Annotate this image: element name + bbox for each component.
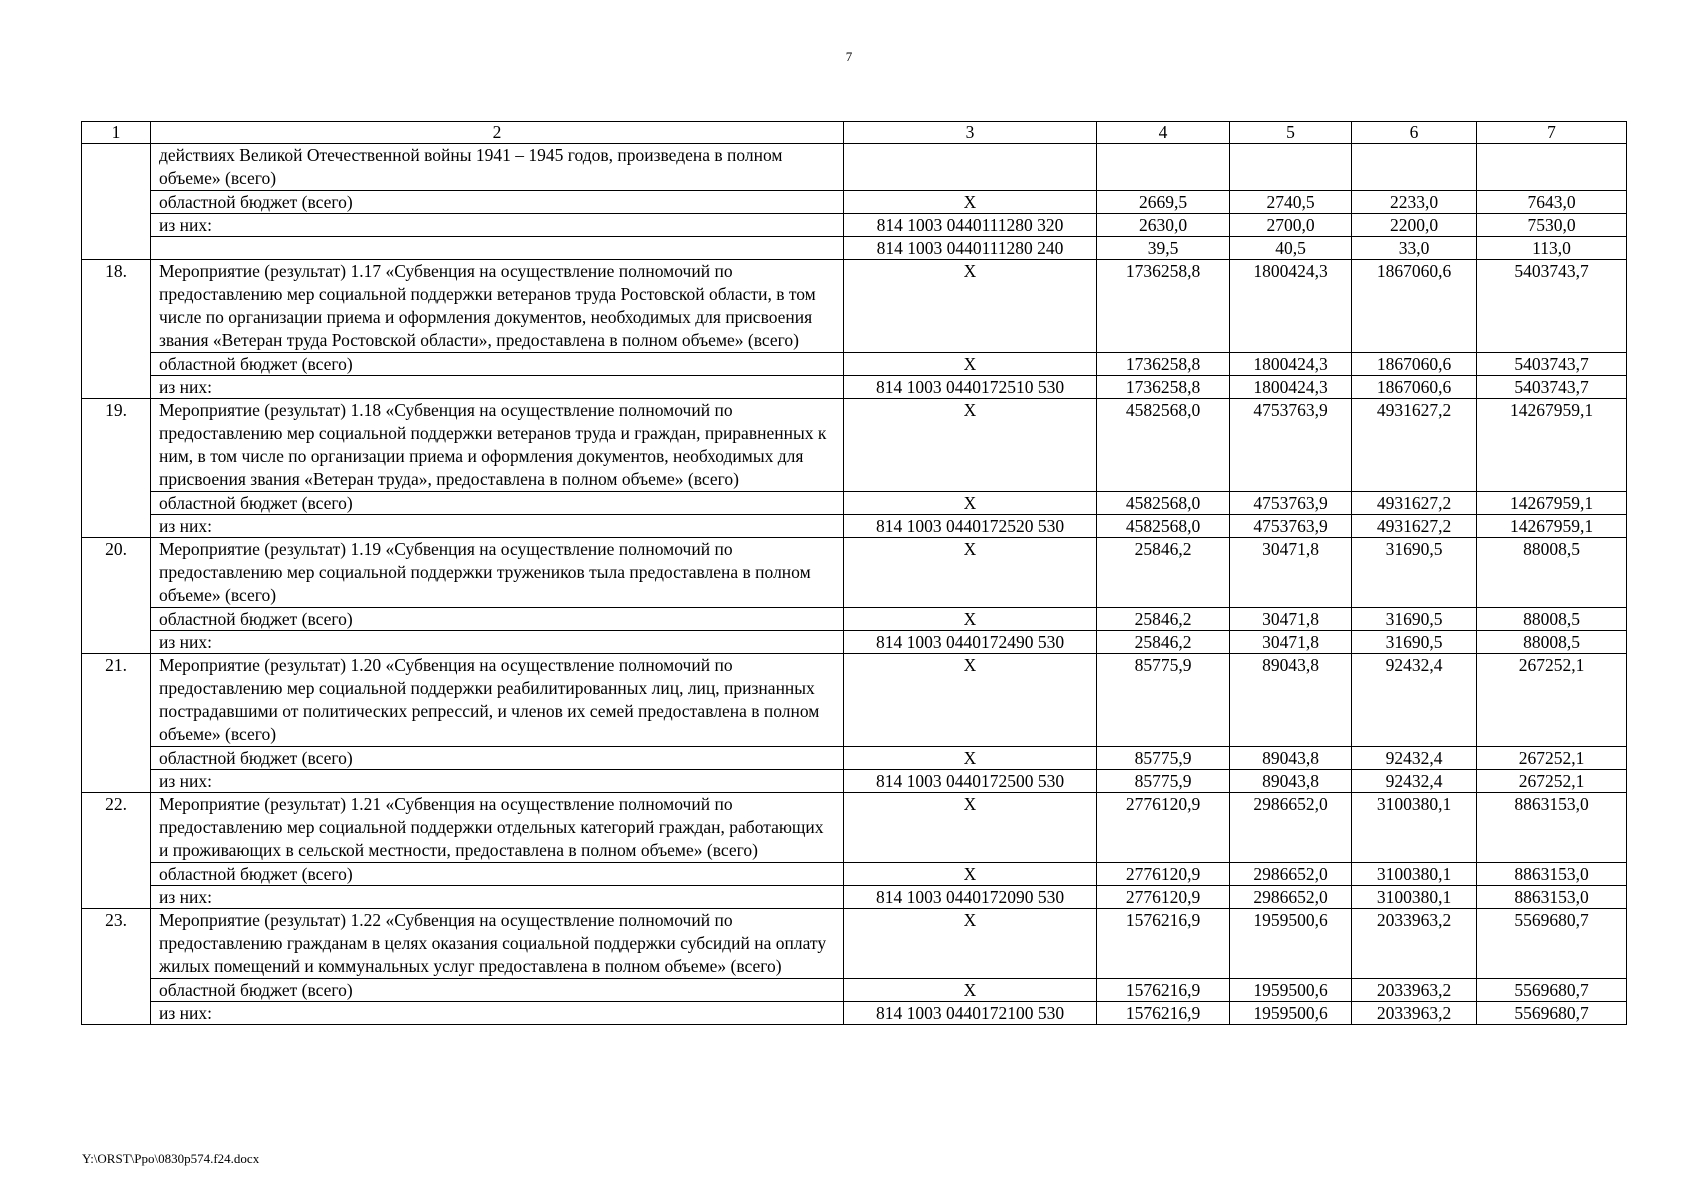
measure-code: Х bbox=[844, 399, 1097, 492]
of-them-value-7: 5403743,7 bbox=[1477, 376, 1627, 399]
budget-code: Х bbox=[844, 353, 1097, 376]
of-them-row bbox=[82, 1002, 1627, 1025]
measure-value-5: 2986652,0 bbox=[1230, 793, 1352, 863]
budget-value-6: 1867060,6 bbox=[1352, 353, 1477, 376]
of-them-value-4: 2630,0 bbox=[1097, 214, 1230, 237]
measure-number: 20. bbox=[82, 538, 151, 654]
measure-description: Мероприятие (результат) 1.18 «Субвенция на осуществление полномочий по предоставлению мер социальной поддержки ветеранов труда и граждан, приравненных к ним, в том числе по организации приема и оформления документов, необходимых для присвоения звания «Ветеран труда», предоставлена в полном объеме» (всего) bbox=[151, 399, 844, 492]
of-them-code: 814 1003 0440172510 530 bbox=[844, 376, 1097, 399]
budget-value-4: 2776120,9 bbox=[1097, 863, 1230, 886]
header-col-2: 2 bbox=[151, 122, 844, 144]
measure-row bbox=[82, 260, 1627, 353]
continuation-empty-5 bbox=[1230, 144, 1352, 191]
budget-row bbox=[82, 492, 1627, 515]
measure-value-5: 4753763,9 bbox=[1230, 399, 1352, 492]
budget-label: областной бюджет (всего) bbox=[151, 191, 844, 214]
of-them-value-4: 85775,9 bbox=[1097, 770, 1230, 793]
header-col-4: 4 bbox=[1097, 122, 1230, 144]
header-col-1: 1 bbox=[82, 122, 151, 144]
measure-value-4: 1736258,8 bbox=[1097, 260, 1230, 353]
budget-row bbox=[82, 979, 1627, 1002]
of-them-code: 814 1003 0440172490 530 bbox=[844, 631, 1097, 654]
continuation-of-them-row-2 bbox=[82, 237, 1627, 260]
header-col-7: 7 bbox=[1477, 122, 1627, 144]
of-them-value-4: 1736258,8 bbox=[1097, 376, 1230, 399]
measure-value-7: 5403743,7 bbox=[1477, 260, 1627, 353]
header-col-6: 6 bbox=[1352, 122, 1477, 144]
of-them-code: 814 1003 0440172520 530 bbox=[844, 515, 1097, 538]
of-them-label: из них: bbox=[151, 1002, 844, 1025]
of-them-code: 814 1003 0440172090 530 bbox=[844, 886, 1097, 909]
measure-value-6: 1867060,6 bbox=[1352, 260, 1477, 353]
measure-value-4: 1576216,9 bbox=[1097, 909, 1230, 979]
of-them-row bbox=[82, 886, 1627, 909]
measure-number: 22. bbox=[82, 793, 151, 909]
of-them-value-5: 1959500,6 bbox=[1230, 1002, 1352, 1025]
of-them-value-7: 113,0 bbox=[1477, 237, 1627, 260]
of-them-value-6: 4931627,2 bbox=[1352, 515, 1477, 538]
measure-row bbox=[82, 399, 1627, 492]
budget-value-4: 25846,2 bbox=[1097, 608, 1230, 631]
budget-value-5: 2986652,0 bbox=[1230, 863, 1352, 886]
measure-code: Х bbox=[844, 793, 1097, 863]
of-them-value-7: 7530,0 bbox=[1477, 214, 1627, 237]
budget-code: Х bbox=[844, 979, 1097, 1002]
of-them-value-4: 25846,2 bbox=[1097, 631, 1230, 654]
budget-row bbox=[82, 747, 1627, 770]
of-them-row bbox=[82, 515, 1627, 538]
measure-code: Х bbox=[844, 538, 1097, 608]
of-them-value-6: 2033963,2 bbox=[1352, 1002, 1477, 1025]
continuation-empty-6 bbox=[1352, 144, 1477, 191]
measure-row bbox=[82, 654, 1627, 747]
measure-description: Мероприятие (результат) 1.17 «Субвенция на осуществление полномочий по предоставлению мер социальной поддержки ветеранов труда Ростовской области, в том числе по организации приема и оформления документов, необходимых для присвоения звания «Ветеран труда Ростовской области», предоставлена в полном объеме» (всего) bbox=[151, 260, 844, 353]
continuation-description: действиях Великой Отечественной войны 1941 – 1945 годов, произведена в полном объеме» (всего) bbox=[151, 144, 844, 191]
header-col-5: 5 bbox=[1230, 122, 1352, 144]
measure-value-7: 88008,5 bbox=[1477, 538, 1627, 608]
budget-value-5: 89043,8 bbox=[1230, 747, 1352, 770]
measure-code: Х bbox=[844, 654, 1097, 747]
of-them-value-7: 88008,5 bbox=[1477, 631, 1627, 654]
budget-value-5: 30471,8 bbox=[1230, 608, 1352, 631]
measure-value-4: 25846,2 bbox=[1097, 538, 1230, 608]
of-them-value-6: 1867060,6 bbox=[1352, 376, 1477, 399]
budget-value-7: 14267959,1 bbox=[1477, 492, 1627, 515]
measure-value-6: 3100380,1 bbox=[1352, 793, 1477, 863]
measure-number: 18. bbox=[82, 260, 151, 399]
budget-value-5: 1959500,6 bbox=[1230, 979, 1352, 1002]
budget-row bbox=[82, 863, 1627, 886]
of-them-value-4: 39,5 bbox=[1097, 237, 1230, 260]
of-them-value-6: 31690,5 bbox=[1352, 631, 1477, 654]
continuation-of-them-row bbox=[82, 214, 1627, 237]
budget-value-5: 1800424,3 bbox=[1230, 353, 1352, 376]
continuation-empty-4 bbox=[1097, 144, 1230, 191]
of-them-value-5: 2700,0 bbox=[1230, 214, 1352, 237]
continuation-empty-7 bbox=[1477, 144, 1627, 191]
of-them-value-5: 40,5 bbox=[1230, 237, 1352, 260]
budget-value-6: 2233,0 bbox=[1352, 191, 1477, 214]
measure-value-4: 85775,9 bbox=[1097, 654, 1230, 747]
header-col-3: 3 bbox=[844, 122, 1097, 144]
of-them-row bbox=[82, 770, 1627, 793]
budget-value-7: 7643,0 bbox=[1477, 191, 1627, 214]
continuation-empty-3 bbox=[844, 144, 1097, 191]
continuation-row bbox=[82, 144, 1627, 191]
budget-value-4: 1736258,8 bbox=[1097, 353, 1230, 376]
budget-value-5: 4753763,9 bbox=[1230, 492, 1352, 515]
of-them-code: 814 1003 0440172100 530 bbox=[844, 1002, 1097, 1025]
budget-table bbox=[81, 121, 1627, 1025]
continuation-num-cell bbox=[82, 144, 151, 260]
of-them-value-6: 2200,0 bbox=[1352, 214, 1477, 237]
measure-value-6: 4931627,2 bbox=[1352, 399, 1477, 492]
budget-value-4: 4582568,0 bbox=[1097, 492, 1230, 515]
budget-label: областной бюджет (всего) bbox=[151, 979, 844, 1002]
measure-value-6: 92432,4 bbox=[1352, 654, 1477, 747]
of-them-code: 814 1003 0440111280 240 bbox=[844, 237, 1097, 260]
continuation-budget-row bbox=[82, 191, 1627, 214]
measure-value-7: 267252,1 bbox=[1477, 654, 1627, 747]
budget-row bbox=[82, 353, 1627, 376]
measure-value-4: 2776120,9 bbox=[1097, 793, 1230, 863]
measure-row bbox=[82, 538, 1627, 608]
budget-value-6: 92432,4 bbox=[1352, 747, 1477, 770]
of-them-value-6: 33,0 bbox=[1352, 237, 1477, 260]
of-them-code: 814 1003 0440111280 320 bbox=[844, 214, 1097, 237]
of-them-value-4: 1576216,9 bbox=[1097, 1002, 1230, 1025]
measure-value-7: 8863153,0 bbox=[1477, 793, 1627, 863]
budget-code: Х bbox=[844, 747, 1097, 770]
of-them-value-7: 5569680,7 bbox=[1477, 1002, 1627, 1025]
of-them-value-5: 1800424,3 bbox=[1230, 376, 1352, 399]
budget-label: областной бюджет (всего) bbox=[151, 747, 844, 770]
measure-code: Х bbox=[844, 260, 1097, 353]
of-them-label-empty bbox=[151, 237, 844, 260]
budget-value-6: 31690,5 bbox=[1352, 608, 1477, 631]
measure-value-5: 30471,8 bbox=[1230, 538, 1352, 608]
of-them-value-5: 2986652,0 bbox=[1230, 886, 1352, 909]
measure-description: Мероприятие (результат) 1.20 «Субвенция на осуществление полномочий по предоставлению мер социальной поддержки реабилитированных лиц, лиц, признанных пострадавшими от политических репрессий, и членов их семей предоставлена в полном объеме» (всего) bbox=[151, 654, 844, 747]
budget-label: областной бюджет (всего) bbox=[151, 863, 844, 886]
measure-row bbox=[82, 909, 1627, 979]
measure-description: Мероприятие (результат) 1.21 «Субвенция на осуществление полномочий по предоставлению мер социальной поддержки отдельных категорий граждан, работающих и проживающих в сельской местности, предоставлена в полном объеме» (всего) bbox=[151, 793, 844, 863]
of-them-value-4: 2776120,9 bbox=[1097, 886, 1230, 909]
budget-value-6: 2033963,2 bbox=[1352, 979, 1477, 1002]
measure-value-6: 2033963,2 bbox=[1352, 909, 1477, 979]
measure-description: Мероприятие (результат) 1.19 «Субвенция на осуществление полномочий по предоставлению мер социальной поддержки тружеников тыла предоставлена в полном объеме» (всего) bbox=[151, 538, 844, 608]
measure-value-5: 1959500,6 bbox=[1230, 909, 1352, 979]
measure-code: Х bbox=[844, 909, 1097, 979]
of-them-value-6: 92432,4 bbox=[1352, 770, 1477, 793]
page-number: 7 bbox=[845, 49, 853, 64]
measure-number: 19. bbox=[82, 399, 151, 538]
header-row bbox=[82, 122, 1627, 144]
budget-code: Х bbox=[844, 191, 1097, 214]
budget-label: областной бюджет (всего) bbox=[151, 492, 844, 515]
measure-number: 21. bbox=[82, 654, 151, 793]
of-them-label: из них: bbox=[151, 214, 844, 237]
budget-value-4: 1576216,9 bbox=[1097, 979, 1230, 1002]
budget-value-7: 267252,1 bbox=[1477, 747, 1627, 770]
measure-value-5: 1800424,3 bbox=[1230, 260, 1352, 353]
of-them-value-6: 3100380,1 bbox=[1352, 886, 1477, 909]
budget-label: областной бюджет (всего) bbox=[151, 353, 844, 376]
budget-value-5: 2740,5 bbox=[1230, 191, 1352, 214]
of-them-value-7: 14267959,1 bbox=[1477, 515, 1627, 538]
measure-number: 23. bbox=[82, 909, 151, 1025]
of-them-code: 814 1003 0440172500 530 bbox=[844, 770, 1097, 793]
budget-value-7: 5403743,7 bbox=[1477, 353, 1627, 376]
of-them-value-5: 30471,8 bbox=[1230, 631, 1352, 654]
of-them-label: из них: bbox=[151, 770, 844, 793]
budget-row bbox=[82, 608, 1627, 631]
of-them-label: из них: bbox=[151, 886, 844, 909]
budget-code: Х bbox=[844, 608, 1097, 631]
of-them-row bbox=[82, 376, 1627, 399]
budget-value-7: 88008,5 bbox=[1477, 608, 1627, 631]
budget-label: областной бюджет (всего) bbox=[151, 608, 844, 631]
of-them-label: из них: bbox=[151, 376, 844, 399]
budget-value-6: 4931627,2 bbox=[1352, 492, 1477, 515]
file-path-footer: Y:\ORST\Ppo\0830p574.f24.docx bbox=[82, 1151, 260, 1166]
measure-value-7: 5569680,7 bbox=[1477, 909, 1627, 979]
budget-value-7: 8863153,0 bbox=[1477, 863, 1627, 886]
of-them-row bbox=[82, 631, 1627, 654]
measure-value-5: 89043,8 bbox=[1230, 654, 1352, 747]
budget-code: Х bbox=[844, 492, 1097, 515]
of-them-value-4: 4582568,0 bbox=[1097, 515, 1230, 538]
budget-code: Х bbox=[844, 863, 1097, 886]
measure-value-4: 4582568,0 bbox=[1097, 399, 1230, 492]
of-them-value-5: 89043,8 bbox=[1230, 770, 1352, 793]
of-them-value-5: 4753763,9 bbox=[1230, 515, 1352, 538]
measure-value-7: 14267959,1 bbox=[1477, 399, 1627, 492]
of-them-label: из них: bbox=[151, 631, 844, 654]
of-them-value-7: 267252,1 bbox=[1477, 770, 1627, 793]
measure-description: Мероприятие (результат) 1.22 «Субвенция на осуществление полномочий по предоставлению гражданам в целях оказания социальной поддержки субсидий на оплату жилых помещений и коммунальных услуг предоставлена в полном объеме» (всего) bbox=[151, 909, 844, 979]
budget-value-7: 5569680,7 bbox=[1477, 979, 1627, 1002]
of-them-label: из них: bbox=[151, 515, 844, 538]
of-them-value-7: 8863153,0 bbox=[1477, 886, 1627, 909]
measure-row bbox=[82, 793, 1627, 863]
measure-value-6: 31690,5 bbox=[1352, 538, 1477, 608]
budget-value-6: 3100380,1 bbox=[1352, 863, 1477, 886]
budget-value-4: 85775,9 bbox=[1097, 747, 1230, 770]
budget-value-4: 2669,5 bbox=[1097, 191, 1230, 214]
